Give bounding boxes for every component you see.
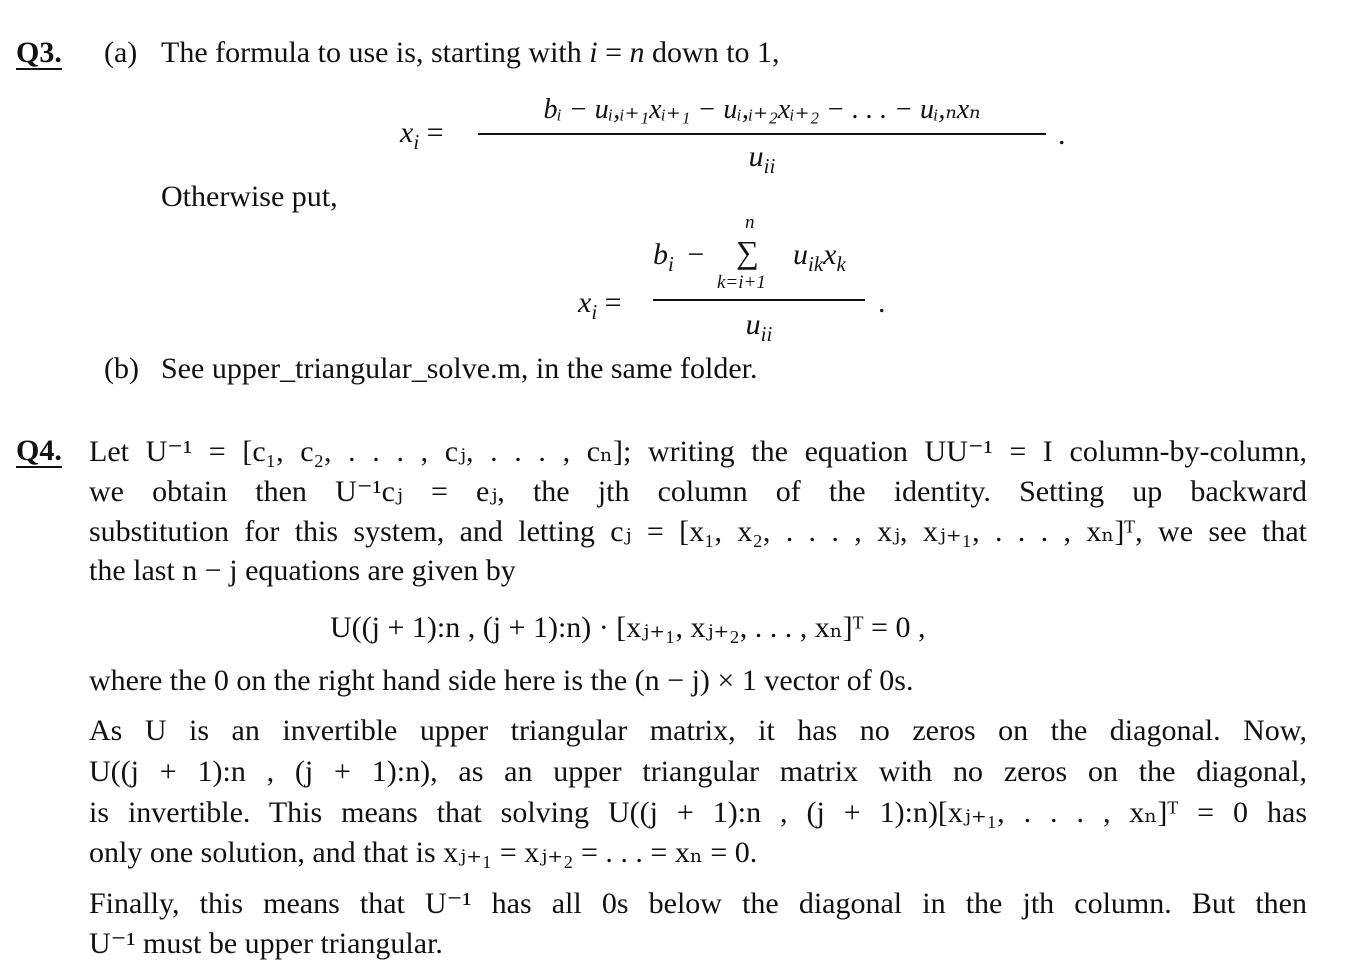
q4-para3-line-2: U⁻¹ must be upper triangular. bbox=[89, 927, 443, 960]
sum-icon: ∑ bbox=[736, 234, 759, 270]
q3-part-a-marker: (a) bbox=[104, 36, 138, 69]
eq2-denominator: $u_{ii}$ bbox=[745, 308, 773, 346]
q4-line-5: where the 0 on the right hand side here is the (n − j) × 1 vector of 0s. bbox=[89, 664, 914, 697]
q3-part-b-marker: (b) bbox=[104, 352, 139, 385]
q4-para2-line-4: only one solution, and that is xⱼ₊₁ = xⱼ₊₂ = . . . = xₙ = 0. bbox=[89, 836, 758, 869]
q4-para2-line-3: is invertible. This means that solving U((j + 1):n , (j + 1):n)[xⱼ₊₁, . . . , xₙ]ᵀ = 0 has bbox=[89, 796, 1307, 829]
q4-line-3: substitution for this system, and letting cⱼ = [x₁, x₂, . . . , xⱼ, xⱼ₊₁, . . . , xₙ]ᵀ, we see that bbox=[89, 515, 1307, 548]
q4-para2-line-1: As U is an invertible upper triangular matrix, it has no zeros on the diagonal. Now, bbox=[89, 714, 1307, 747]
eq2-sum-bottom: k=i+1 bbox=[717, 272, 766, 293]
q4-line-1: Let U⁻¹ = [c₁, c₂, . . . , cⱼ, . . . , cₙ]; writing the equation UU⁻¹ = I column-by-column, bbox=[89, 435, 1307, 468]
q4-para2-line-2: U((j + 1):n , (j + 1):n), as an upper triangular matrix with no zeros on the diagonal, bbox=[89, 755, 1307, 788]
eq2-num-b: $b_i$ − bbox=[653, 238, 705, 276]
eq2-fraction-bar bbox=[653, 299, 865, 301]
q4-line-2: we obtain then U⁻¹cⱼ = eⱼ, the jth column of the identity. Setting up backward bbox=[89, 475, 1307, 508]
eq1-denominator: $u_{ii}$ bbox=[748, 140, 776, 178]
eq1-fraction-bar bbox=[478, 133, 1046, 135]
otherwise-text: Otherwise put, bbox=[161, 180, 338, 213]
q3-label: Q3. bbox=[16, 36, 62, 69]
eq3-display: U((j + 1):n , (j + 1):n) · [xⱼ₊₁, xⱼ₊₂, . . . , xₙ]ᵀ = 0 , bbox=[330, 611, 926, 644]
eq1-lhs: $x_i$ = bbox=[400, 116, 444, 154]
q3-part-b-text: See upper_triangular_solve.m, in the same folder. bbox=[161, 352, 758, 385]
eq2-lhs: $x_i$ = bbox=[578, 286, 622, 324]
eq1-period: . bbox=[1058, 118, 1066, 151]
eq1-numerator: bᵢ − uᵢ,ᵢ₊₁xᵢ₊₁ − uᵢ,ᵢ₊₂xᵢ₊₂ − . . . − uᵢ,ₙxₙ bbox=[543, 94, 981, 125]
q4-para3-line-1: Finally, this means that U⁻¹ has all 0s below the diagonal in the jth column. But then bbox=[89, 887, 1307, 920]
eq2-sum-top: n bbox=[745, 212, 755, 233]
q3-part-a-text: The formula to use is, starting with i = n down to 1, bbox=[161, 36, 780, 69]
q4-line-4: the last n − j equations are given by bbox=[89, 554, 516, 587]
q4-label: Q4. bbox=[16, 434, 62, 467]
eq2-sum-term: $u_{ik}x_k$ bbox=[793, 238, 846, 276]
eq2-period: . bbox=[878, 286, 886, 319]
